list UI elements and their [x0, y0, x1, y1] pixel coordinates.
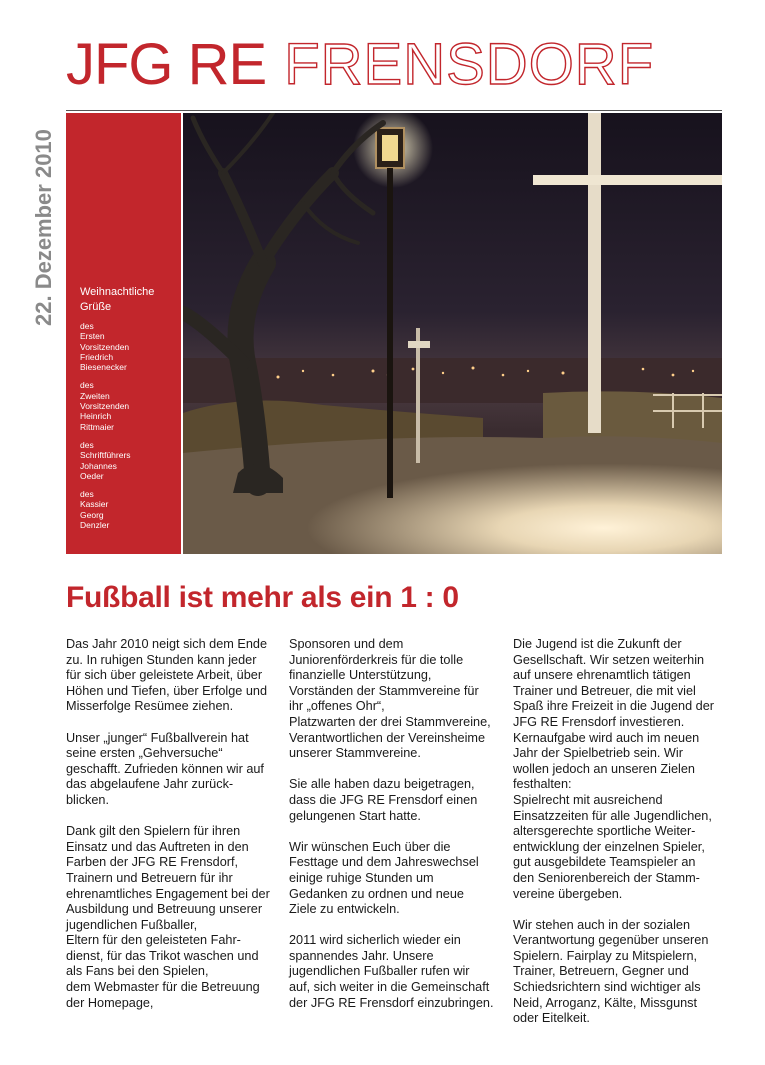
text-line: Gesellschaft. Wir setzen weiterhin	[513, 652, 705, 667]
text-line: Dank gilt den Spielern für ihren	[66, 824, 241, 839]
text-line: ihr „offenes Ohr“,	[289, 699, 385, 714]
text-line: Wir stehen auch in der sozialen	[513, 917, 691, 932]
greeting-person	[80, 440, 181, 481]
text-line: wollen jedoch an unseren Zielen	[513, 761, 695, 776]
masthead-part1: JFG RE	[66, 32, 267, 97]
person-line: Oeder	[80, 470, 104, 481]
text-line: altersgerechte sportliche Weiter-	[513, 824, 696, 839]
greeting-person	[80, 380, 181, 431]
greetings-sidebar	[66, 113, 181, 554]
text-line: Wir wünschen Euch über die	[289, 839, 451, 854]
article-paragraph	[66, 637, 278, 715]
person-line: des	[80, 380, 94, 391]
greetings-lead-line: Grüße	[80, 301, 112, 313]
person-line: Heinrich	[80, 411, 112, 422]
text-line: Einsatz und das Auftreten in den	[66, 839, 249, 854]
text-line: Verantwortung gegenüber unseren	[513, 933, 709, 948]
person-line: Johannes	[80, 460, 117, 471]
text-line: blicken.	[66, 792, 110, 807]
text-line: Verantwortlichen der Vereinsheime	[289, 730, 486, 745]
article-paragraph	[289, 933, 501, 1011]
text-line: Trainer und Betreuer, die mit viel	[513, 683, 696, 698]
article-headline: Fußball ist mehr als ein 1 : 0	[66, 581, 459, 614]
article-paragraph	[66, 824, 278, 1011]
text-line: Sie alle haben dazu beigetragen,	[289, 777, 475, 792]
text-line: unserer Stammvereine.	[289, 746, 421, 761]
text-line: Spielern. Fairplay zu Mitspielern,	[513, 948, 698, 963]
article-column-2	[289, 637, 501, 1027]
text-line: Spielrecht mit ausreichend	[513, 792, 663, 807]
text-line: Gedanken zu ordnen und neue	[289, 886, 464, 901]
text-line: Trainern und Betreuern für ihr	[66, 870, 233, 885]
text-line: oder Eitelkeit.	[513, 1011, 590, 1026]
text-line: Jahr der Spielbetrieb sein. Wir	[513, 746, 683, 761]
person-line: Georg	[80, 509, 104, 520]
text-line: das abgelaufene Jahr zurück-	[66, 777, 234, 792]
text-line: Kernaufgabe wird auch im neuen	[513, 730, 700, 745]
text-line: festhalten:	[513, 777, 572, 792]
text-line: Ziele zu entwickeln.	[289, 902, 400, 917]
person-line: Zweiten	[80, 390, 110, 401]
person-line: Denzler	[80, 520, 110, 531]
person-line: des	[80, 321, 94, 331]
text-line: den Seniorenbereich der Stamm-	[513, 870, 700, 885]
person-line: Vorsitzenden	[80, 341, 130, 352]
text-line: Neid, Arroganz, Kälte, Missgunst	[513, 995, 698, 1010]
text-line: ehrenamtliches Engagement bei der	[66, 886, 270, 901]
text-line: finanzielle Unterstützung,	[289, 668, 432, 683]
article-paragraph	[66, 731, 278, 809]
text-line: Sponsoren und dem	[289, 637, 404, 651]
text-line: jugendlichen Fußballer rufen wir	[289, 964, 470, 979]
text-line: auf unsere ehrenamtlich tätigen	[513, 668, 691, 683]
person-line: Ersten	[80, 331, 105, 342]
article-paragraph	[289, 840, 501, 918]
greeting-person	[80, 489, 181, 530]
text-line: Eltern für den geleisteten Fahr-	[66, 933, 241, 948]
night-landscape-photo	[183, 113, 722, 554]
text-line: dem Webmaster für die Betreuung	[66, 980, 260, 995]
article-paragraph	[513, 918, 725, 1027]
text-line: Vorständen der Stammvereine für	[289, 683, 479, 698]
text-line: Ausbildung und Betreuung unserer	[66, 902, 263, 917]
text-line: auf, sich weiter in die Gemeinschaft	[289, 980, 490, 995]
text-line: dienst, für das Trikot waschen und	[66, 948, 259, 963]
text-line: Farben der JFG RE Frensdorf,	[66, 855, 239, 870]
text-line: entwicklung der einzelnen Spieler,	[513, 839, 705, 854]
person-line: Friedrich	[80, 351, 114, 362]
text-line: gut ausgebildete Teamspieler an	[513, 855, 696, 870]
greetings-lead-line: Weihnachtliche	[80, 286, 155, 298]
text-line: Unser „junger“ Fußballverein hat	[66, 730, 249, 745]
text-line: dass die JFG RE Frensdorf einen	[289, 792, 478, 807]
text-line: seine ersten „Gehversuche“	[66, 746, 223, 761]
text-line: jugendlichen Fußballer,	[66, 917, 198, 932]
text-line: als Fans bei den Spielen,	[66, 964, 209, 979]
text-line: Das Jahr 2010 neigt sich dem Ende	[66, 637, 268, 651]
text-line: Misserfolge Resümee ziehen.	[66, 699, 234, 714]
header-rule	[66, 110, 722, 111]
masthead-part2: FRENSDORF	[284, 32, 655, 97]
person-line: Schriftführers	[80, 450, 131, 461]
person-line: Vorsitzenden	[80, 401, 130, 412]
text-line: für sich über geleistete Arbeit, über	[66, 668, 263, 683]
text-line: der JFG RE Frensdorf einzubringen.	[289, 995, 494, 1010]
person-line: Kassier	[80, 499, 109, 510]
text-line: 2011 wird sicherlich wieder ein	[289, 933, 461, 948]
issue-date: 22. Dezember 2010	[31, 129, 56, 326]
text-line: Festtage und dem Jahreswechsel	[289, 855, 479, 870]
masthead-title	[66, 30, 654, 100]
text-line: der Homepage,	[66, 995, 154, 1010]
article-column-1	[66, 637, 278, 1027]
text-line: zu. In ruhigen Stunden kann jeder	[66, 652, 257, 667]
text-line: Höhen und Tiefen, über Erfolge und	[66, 683, 268, 698]
text-line: spannendes Jahr. Unsere	[289, 948, 434, 963]
text-line: Platzwarten der drei Stammvereine,	[289, 714, 491, 729]
text-line: geschafft. Zufrieden können wir auf	[66, 761, 264, 776]
text-line: einige ruhige Stunden um	[289, 870, 434, 885]
article-column-3	[513, 637, 725, 1042]
article-paragraph	[289, 777, 501, 824]
text-line: Die Jugend ist die Zukunft der	[513, 637, 682, 651]
person-line: des	[80, 439, 94, 450]
text-line: JFG RE Frensdorf investieren.	[513, 714, 685, 729]
text-line: Spaß ihre Freizeit in die Jugend der	[513, 699, 714, 714]
person-line: Rittmaier	[80, 421, 115, 432]
article-paragraph	[513, 637, 725, 902]
text-line: Trainer, Betreuern, Gegner und	[513, 964, 689, 979]
article-paragraph	[289, 637, 501, 762]
text-line: Juniorenförderkreis für die tolle	[289, 652, 464, 667]
greetings-lead	[80, 285, 181, 315]
greeting-person	[80, 321, 181, 372]
person-line: des	[80, 489, 94, 500]
text-line: gelungenen Start hatte.	[289, 808, 421, 823]
text-line: vereine übergeben.	[513, 886, 623, 901]
text-line: Schiedsrichtern sind wichtiger als	[513, 980, 701, 995]
text-line: Einsatzzeiten für alle Jugendlichen,	[513, 808, 712, 823]
person-line: Biesenecker	[80, 362, 127, 373]
